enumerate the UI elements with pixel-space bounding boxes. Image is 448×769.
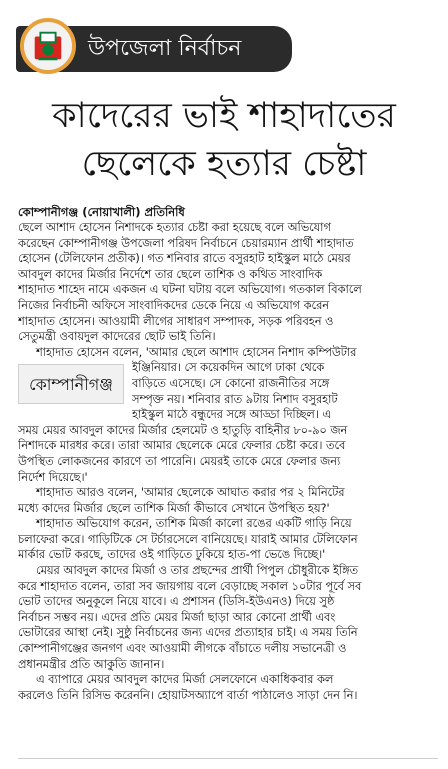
paragraph-4 — [18, 516, 438, 563]
emblem-icon — [20, 18, 76, 74]
dateline: কোম্পানীগঞ্জ (নোয়াখালী) প্রতিনিধি — [18, 205, 185, 219]
paragraph-1 — [18, 220, 438, 345]
text-line: উপস্থিত লোকজনের কারণে তা পারেনি। মেয়রই তাকে মেরে ফেলার জন্য — [18, 454, 341, 468]
headline-line-1: কাদেরের ভাই শাহাদাতের — [52, 96, 396, 136]
text-line: নিশাদকে মারধর করে। তারা আমার ছেলেকে মেরে ফেলার চেষ্টা করে। তবে — [18, 439, 346, 453]
paragraph-2 — [18, 345, 438, 361]
text-line: নিজের নির্বাচনী অফিসে সাংবাদিকদের ডেকে নিয়ে এ অভিযোগ করেন — [18, 298, 330, 312]
text-line: শাহাদাত হোসেন বলেন, 'আমার ছেলে আশাদ হোসেন নিশাদ কম্পিউটার — [36, 345, 357, 359]
text-line: এ ব্যাপারে মেয়র আবদুল কাদের মির্জা সেলফোনে একাধিকবার কল — [36, 673, 334, 687]
paragraph-5 — [18, 563, 438, 672]
headline — [0, 92, 448, 188]
text-line: শাহাদাত আরও বলেন, 'আমার ছেলেকে আঘাত করার পর ২ মিনিটের — [36, 486, 345, 500]
text-line: করে শাহাদাত বলেন, তারা সব জায়গায় বলে বেড়াচ্ছে সকাল ১০টার পূর্বে সব — [18, 579, 362, 593]
paragraph-2-cont — [18, 423, 438, 485]
section-banner — [16, 26, 292, 72]
text-line: সেতুমন্ত্রী ওবায়দুল কাদেরের ছোট ভাই তিনি। — [18, 330, 216, 344]
text-line: কোম্পানীগঞ্জের জনগণ এবং আওয়ামী লীগকে বাঁচাতে দলীয় সভানেত্রী ও — [18, 642, 347, 656]
text-line: করলেও তিনি রিসিভ করেননি। হোয়াটসঅ্যাপে বার্তা পাঠালেও সাড়া দেন নি। — [18, 688, 358, 702]
text-line: নির্বাচন সম্ভব নয়। এদের প্রতি মেয়র মির্জা ছাড়া আর কোনো প্রার্থী এবং — [18, 610, 336, 624]
location-inset: কোম্পানীগঞ্জ — [18, 364, 124, 404]
section-banner-label: উপজেলা নির্বাচন — [88, 36, 242, 61]
text-line: মেয়র আবদুল কাদের মির্জা ও তার প্রছন্দের প্রার্থী পিপুল চৌধুরীকে ইঙ্গিত — [36, 564, 359, 578]
text-line: ছেলে আশাদ হোসেন নিশাদকে হত্যার চেষ্টা করা হয়েছে বলে অভিযোগ — [18, 221, 331, 234]
text-line: বাড়িতে এসেছে। সে কোনো রাজনীতির সঙ্গে — [132, 376, 330, 390]
text-line: হোসেন (টেলিফোন প্রতীক)। গত শনিবার রাতে বসুরহাট হাইস্কুল মাঠে মেয়র — [18, 252, 351, 266]
text-line: মার্কার ভোট করছে, তাদের ওই গাড়িতে ঢুকিয়ে হাত-পা ভেঙে দিচ্ছে।' — [18, 548, 326, 562]
text-line: সময় মেয়র আবদুল কাদের মির্জার হেলমেট ও হাতুড়ি বাহিনীর ৮০-৯০ জন — [18, 423, 348, 437]
text-line: শাহাদাত শাহেদ নামে একজন এ ঘটনা ঘটায় বলে অভিযোগ। গতকাল বিকালে — [18, 283, 362, 297]
text-line: করেছেন কোম্পানীগঞ্জ উপজেলা পরিষদ নির্বাচনে চেয়ারম্যান প্রার্থী শাহাদাত — [18, 236, 354, 250]
text-line: শাহাদাত হোসেন। আওয়ামী লীগের সাধারণ সম্পাদক, সড়ক পরিবহন ও — [18, 314, 334, 328]
text-line: আবদুল কাদের মির্জার নির্দেশে তার ছেলে তাশিক ও কথিত সাংবাদিক — [18, 267, 323, 281]
paragraph-3 — [18, 485, 438, 516]
text-line: শাহাদাত অভিযোগ করেন, তাশিক মির্জা কালো রঙের একটি গাড়ি নিয়ে — [36, 517, 352, 531]
text-line: ভোট তাদের অনুকূলে নিয়ে যাবে। এ প্রশাসন (ডিসি-ইউএনও) দিয়ে সুষ্ঠ — [18, 595, 335, 609]
headline-line-2: ছেলেকে হত্যার চেষ্টা — [81, 144, 367, 184]
text-line: প্রধানমন্ত্রীর প্রতি আকুতি জানান। — [18, 657, 165, 671]
text-line: নির্দেশ দিয়েছে।' — [18, 470, 88, 484]
text-line: সম্পৃক্ত নয়। শনিবার রাত ৯টায় নিশাদ বসুরহাট — [132, 392, 338, 406]
paragraph-6 — [18, 672, 438, 703]
inset-block — [18, 360, 438, 422]
text-line: হাইস্কুল মাঠে বন্ধুদের সঙ্গে আড্ডা দিচ্ছিল। এ — [132, 408, 331, 422]
bottom-divider — [18, 758, 438, 759]
text-line: মধ্যে কাদের মির্জার ছেলে তাশিক মির্জা কীভাবে সেখানে উপস্থিত হয়?' — [18, 501, 330, 515]
article-body — [18, 220, 438, 703]
text-line: ইঞ্জিনিয়ার। সে কয়েকদিন আগে ঢাকা থেকে — [132, 361, 325, 375]
text-line: চলাফেরা করে। গাড়িটিকে সে টর্চারসেলে বানিয়েছে। যারাই আমার টেলিফোন — [18, 532, 358, 546]
text-line: ভোটারের আস্থা নেই। সুষ্ঠু নির্বাচনের জন্য এদের প্রত্যাহার চাই। এ সময় তিনি — [18, 626, 358, 640]
